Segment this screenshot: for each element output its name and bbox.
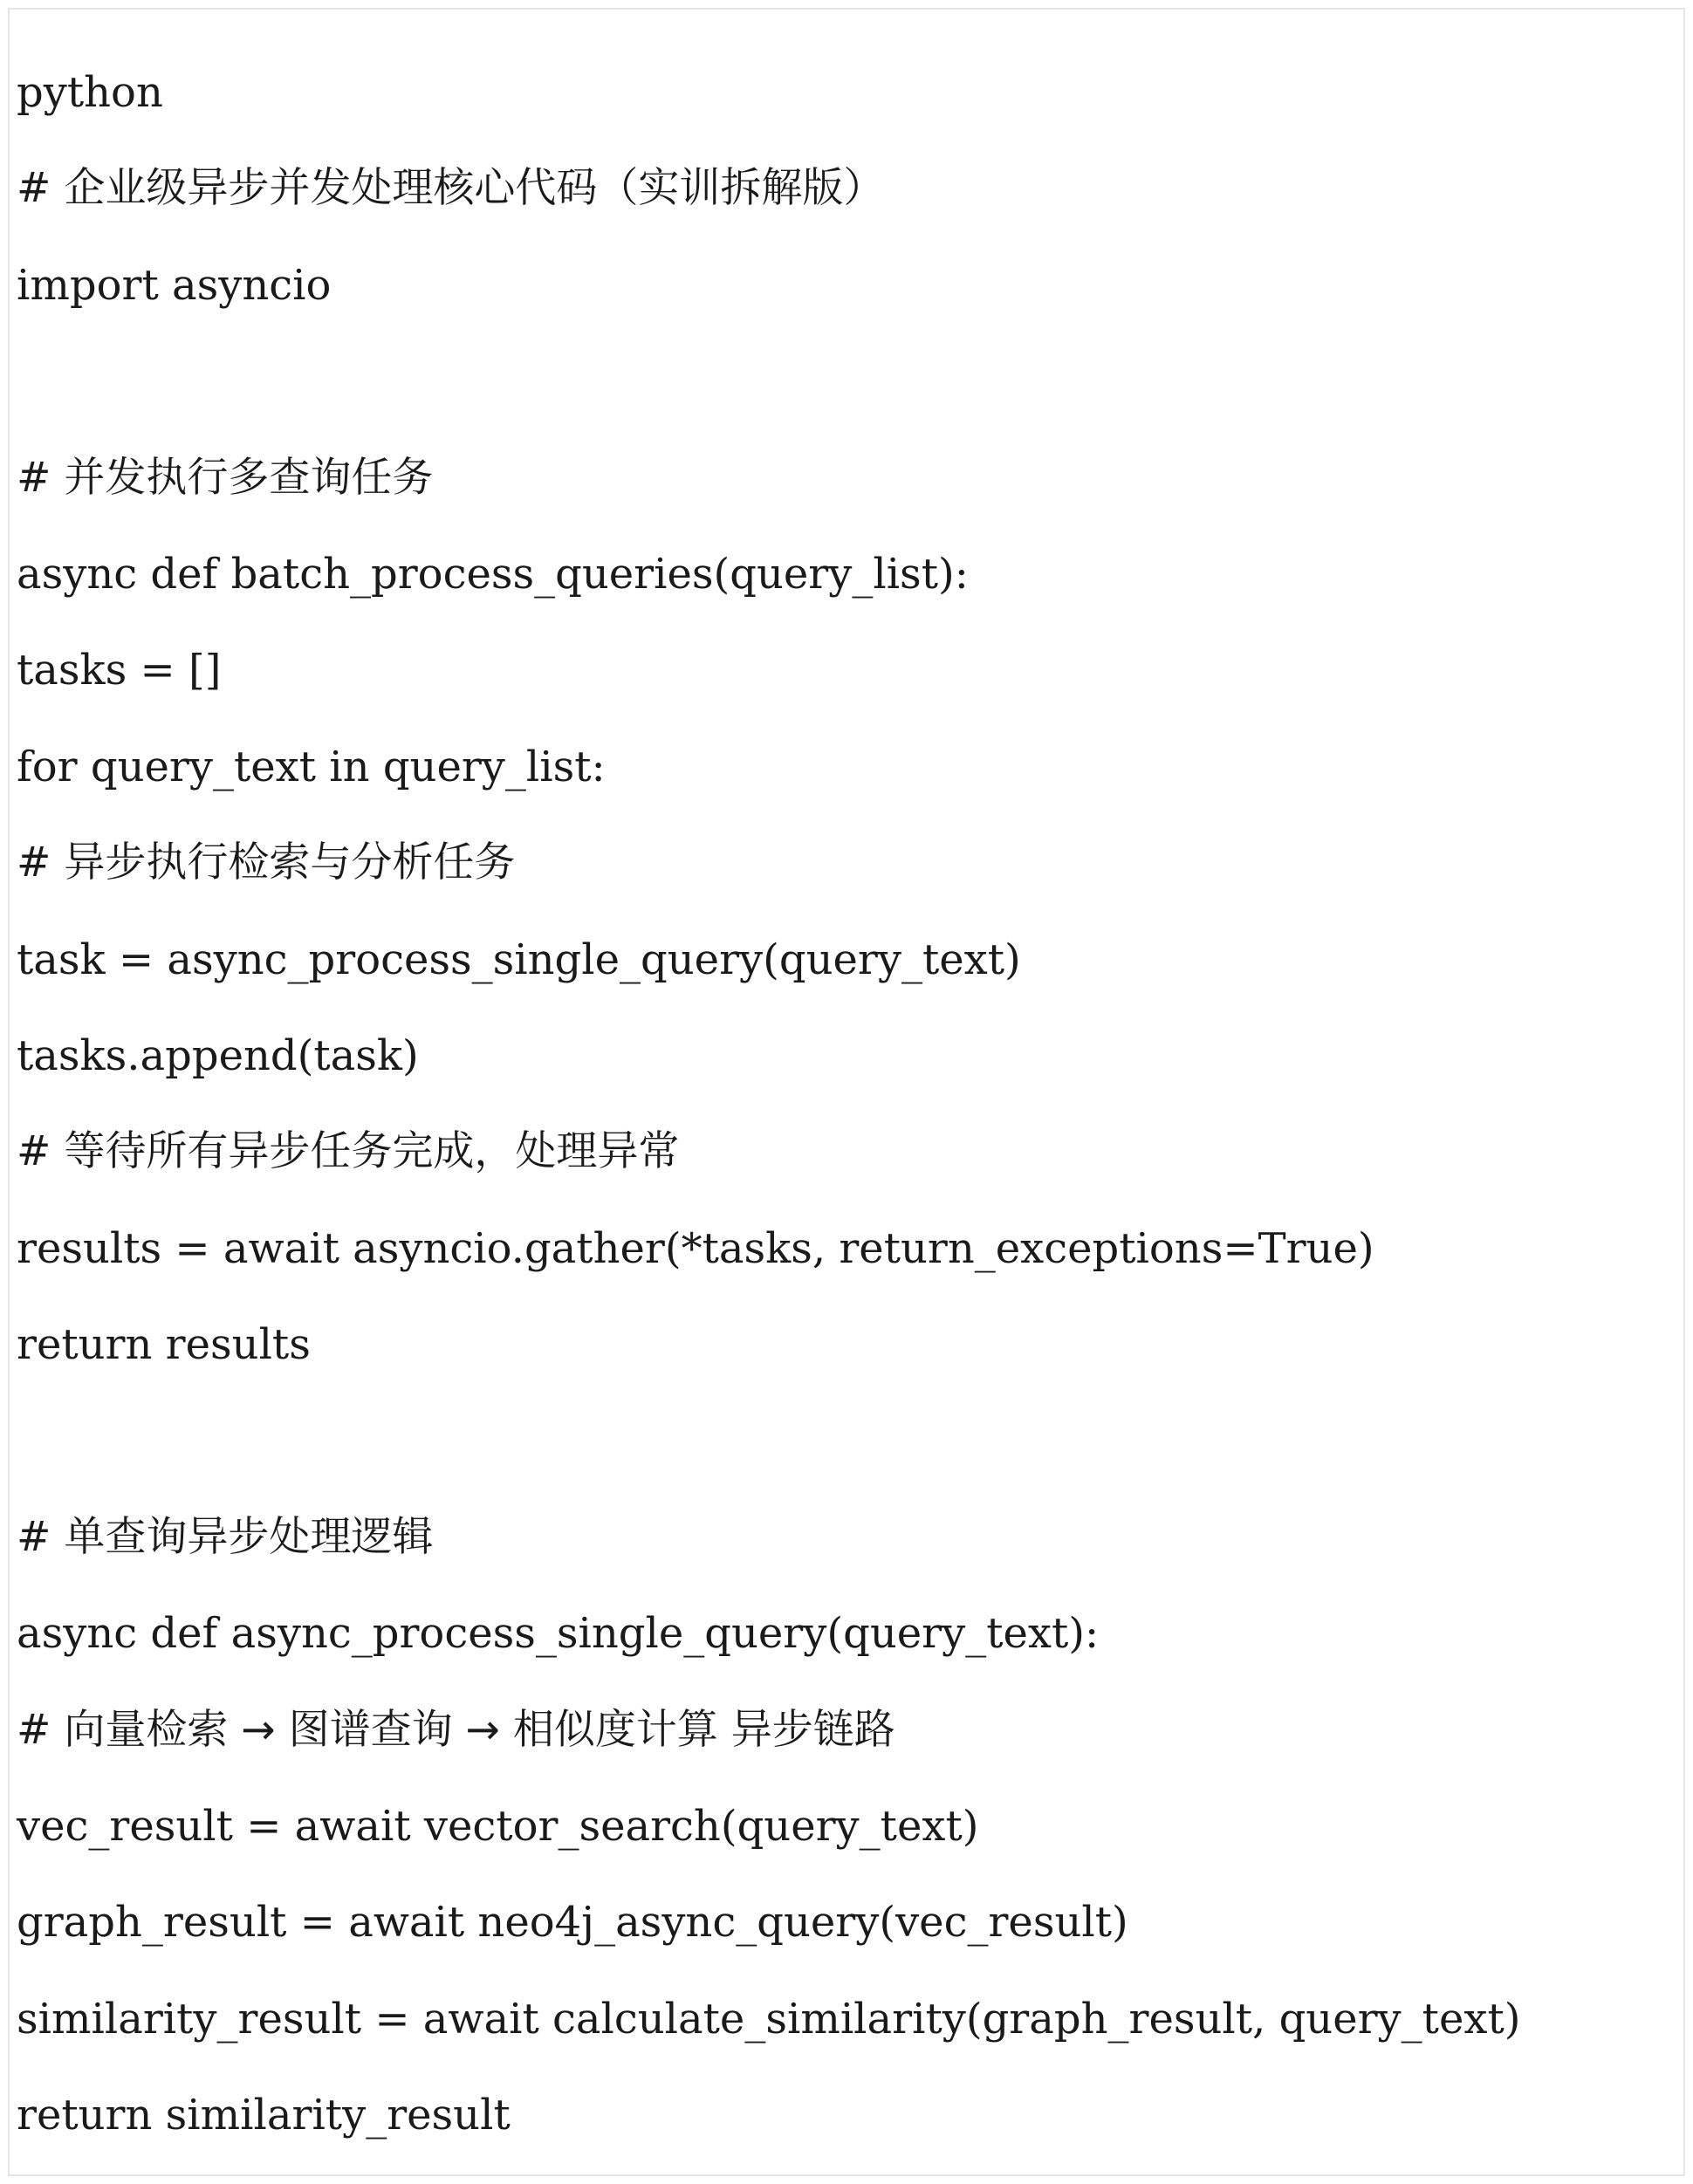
code-line: tasks.append(task)	[17, 1030, 419, 1080]
document-frame	[8, 8, 1685, 2176]
code-line: async def batch_process_queries(query_list):	[17, 549, 969, 599]
code-line-comment: # 等待所有异步任务完成，处理异常	[17, 1127, 680, 1176]
code-line: results = await asyncio.gather(*tasks, return_exceptions=True)	[17, 1223, 1374, 1273]
code-line: async def async_process_single_query(query_text):	[17, 1609, 1100, 1659]
code-line-comment: # 企业级异步并发处理核心代码（实训拆解版）	[17, 164, 885, 213]
code-line: similarity_result = await calculate_similarity(graph_result, query_text)	[17, 1994, 1521, 2044]
code-block	[17, 58, 1520, 2177]
code-line: import asyncio	[17, 260, 332, 310]
code-line: for query_text in query_list:	[17, 742, 606, 791]
code-line: return results	[17, 1320, 311, 1370]
code-line: return similarity_result	[17, 2091, 511, 2140]
code-line: vec_result = await vector_search(query_text)	[17, 1802, 979, 1852]
code-line-comment: # 异步执行检索与分析任务	[17, 839, 516, 887]
code-line: graph_result = await neo4j_async_query(vec_result)	[17, 1898, 1128, 1948]
code-line-comment: # 向量检索 → 图谱查询 → 相似度计算 异步链路	[17, 1705, 895, 1754]
code-line: task = async_process_single_query(query_text)	[17, 935, 1021, 984]
code-line-blank	[17, 346, 1520, 442]
code-line-comment: # 单查询异步处理逻辑	[17, 1512, 434, 1561]
code-line: tasks = []	[17, 646, 222, 695]
code-line-language: python	[17, 68, 163, 117]
code-line-comment: # 并发执行多查询任务	[17, 453, 434, 502]
code-line-blank	[17, 1406, 1520, 1502]
